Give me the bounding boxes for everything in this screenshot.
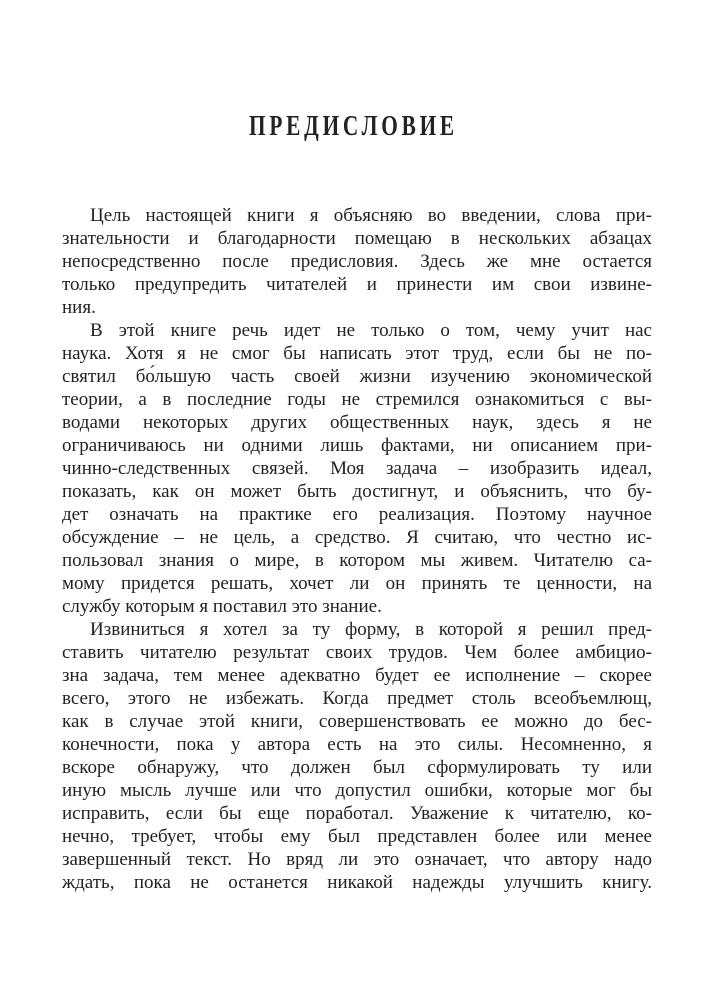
text-line: пользовал знания о мире, в котором мы живем. Читателю са- xyxy=(62,550,652,571)
text-line: зна задача, тем менее адекватно будет ее исполнение – скорее xyxy=(62,665,652,686)
text-line: ставить читателю результат своих трудов. Чем более амбицио- xyxy=(62,642,652,663)
text-line: завершенный текст. Но вряд ли это означает, что автору надо xyxy=(62,849,652,870)
text-line: всего, этого не избежать. Когда предмет столь всеобъемлющ, xyxy=(62,688,652,709)
chapter-title-text: ПРЕДИСЛОВИЕ xyxy=(249,111,458,142)
text-line: показать, как он может быть достигнут, и объяснить, что бу- xyxy=(62,481,652,502)
text-line: непосредственно после предисловия. Здесь же мне остается xyxy=(62,251,652,272)
text-line: мому придется решать, хочет ли он принять те ценности, на xyxy=(62,573,652,594)
text-line: службу которым я поставил это знание. xyxy=(62,596,382,617)
text-line: иную мысль лучше или что допустил ошибки, которые мог бы xyxy=(62,780,652,801)
text-line: наука. Хотя я не смог бы написать этот труд, если бы не по- xyxy=(62,343,652,364)
text-line: исправить, если бы еще поработал. Уважение к читателю, ко- xyxy=(62,803,652,824)
text-line: Цель настоящей книги я объясняю во введении, слова при- xyxy=(90,205,652,226)
chapter-title xyxy=(0,0,707,142)
text-line: ждать, пока не останется никакой надежды улучшить книгу. xyxy=(62,872,652,893)
text-line: нечно, требует, чтобы ему был представлен более или менее xyxy=(62,826,652,847)
text-line: обсуждение – не цель, а средство. Я считаю, что честно ис- xyxy=(62,527,652,548)
text-line: ния. xyxy=(62,297,96,318)
text-line: Извиниться я хотел за ту форму, в которой я решил пред- xyxy=(90,619,652,640)
text-line: дет означать на практике его реализация. Поэтому научное xyxy=(62,504,652,525)
text-line: водами некоторых других общественных наук, здесь я не xyxy=(62,412,652,433)
text-line: конечности, пока у автора есть на это силы. Несомненно, я xyxy=(62,734,652,755)
paragraph xyxy=(62,319,652,618)
paragraph xyxy=(62,618,652,894)
text-line: ограничиваюсь ни одними лишь фактами, ни описанием при- xyxy=(62,435,652,456)
text-line: В этой книге речь идет не только о том, чему учит нас xyxy=(90,320,652,341)
text-line: как в случае этой книги, совершенствовать ее можно до бес- xyxy=(62,711,652,732)
text-line: только предупредить читателей и принести им свои извине- xyxy=(62,274,652,295)
body-text xyxy=(62,204,652,894)
text-line: чинно-следственных связей. Моя задача – изобразить идеал, xyxy=(62,458,652,479)
paragraph xyxy=(62,204,652,319)
text-line: вскоре обнаружу, что должен был сформулировать ту или xyxy=(62,757,652,778)
text-line: святил бо́льшую часть своей жизни изучению экономической xyxy=(62,366,652,387)
text-line: теории, а в последние годы не стремился ознакомиться с вы- xyxy=(62,389,652,410)
text-line: знательности и благодарности помещаю в нескольких абзацах xyxy=(62,228,652,249)
